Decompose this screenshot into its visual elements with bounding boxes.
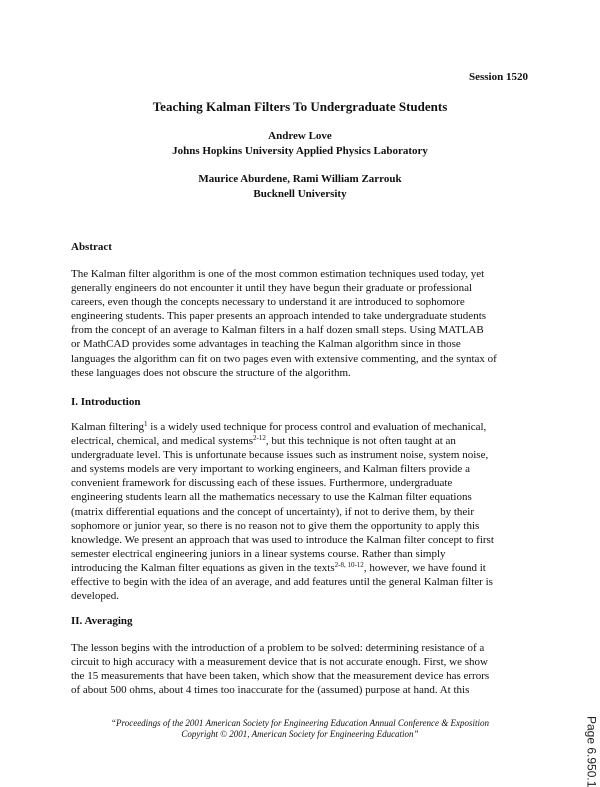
abstract-line: languages the algorithm can fit on two pages even with extensive commenting, and the syntax of — [71, 352, 497, 365]
abstract-line: generally engineers do not encounter it until they have begun their graduate or professional — [71, 282, 473, 295]
introduction-paragraph — [71, 420, 543, 603]
abstract-paragraph — [71, 267, 543, 380]
author-1-affiliation: Johns Hopkins University Applied Physics Laboratory — [172, 145, 428, 157]
page-number-label: Page 6.950.1 — [584, 716, 598, 787]
author-2-names: Maurice Aburdene, Rami William Zarrouk — [198, 173, 402, 185]
averaging-line: circuit to high accuracy with a measurement device that is not accurate enough. First, we show — [71, 656, 488, 669]
citation-superscript: 2-8, 10-12 — [334, 560, 364, 569]
intro-line: developed. — [71, 590, 119, 603]
author-2-affiliation: Bucknell University — [253, 188, 347, 200]
averaging-line: the 15 measurements that have been taken, which show that the measurement device has errors — [71, 670, 490, 683]
footer-line-1: “Proceedings of the 2001 American Society for Engineering Education Annual Conference & Exposition — [111, 718, 489, 728]
abstract-line: The Kalman filter algorithm is one of the most common estimation techniques used today, yet — [71, 268, 485, 280]
intro-line: knowledge. We present an approach that was used to introduce the Kalman filter concept to first — [71, 533, 494, 546]
intro-line — [71, 434, 543, 448]
intro-text: , however, we have found it — [363, 561, 486, 574]
intro-line: effective to begin with the idea of an average, and add features until the general Kalman filter is — [71, 576, 493, 589]
abstract-heading: Abstract — [71, 241, 112, 253]
intro-line — [71, 561, 543, 575]
intro-line: undergraduate level. This is unfortunate because issues such as instrument noise, system noise, — [71, 449, 489, 462]
introduction-heading: I. Introduction — [71, 396, 141, 408]
abstract-line: engineering students. This paper presents an approach intended to take undergraduate students — [71, 310, 487, 323]
intro-text: Kalman filtering — [71, 421, 145, 433]
abstract-line: careers, even though the concepts necessary to understand it are introduced to sophomore — [71, 296, 465, 309]
intro-line: and systems models are very important to working engineers, and Kalman filters provide a — [71, 463, 470, 476]
averaging-heading: II. Averaging — [71, 615, 133, 627]
averaging-line: of about 500 ohms, about 4 times too inaccurate for the (assumed) purpose at hand. At this — [71, 684, 470, 697]
intro-text: , but this technique is not often taught at an — [265, 435, 456, 448]
averaging-paragraph — [71, 641, 543, 697]
averaging-line: The lesson begins with the introduction of a problem to be solved: determining resistance of a — [71, 642, 485, 654]
abstract-line: or MathCAD provides some advantages in teaching the Kalman algorithm since in those — [71, 338, 461, 351]
intro-line: (matrix differential equations and the concept of uncertainty), if not to derive them, by their — [71, 505, 474, 518]
footer-line-2: Copyright © 2001, American Society for Engineering Education” — [181, 729, 419, 739]
citation-superscript: 1 — [144, 420, 148, 428]
footer-proceedings — [0, 718, 600, 740]
citation-superscript: 2-12 — [253, 434, 266, 443]
intro-line: semester electrical engineering juniors in a linear systems course. Rather than simply — [71, 547, 446, 560]
abstract-line: these languages does not obscure the structure of the algorithm. — [71, 366, 351, 379]
intro-line: sophomore or junior year, so there is no reason not to give them the opportunity to apply this — [71, 519, 480, 532]
intro-text: introducing the Kalman filter equations as given in the texts — [71, 561, 335, 574]
intro-line — [71, 420, 543, 434]
intro-line: engineering students learn all the mathematics necessary to use the Kalman filter equations — [71, 491, 472, 504]
intro-text: is a widely used technique for process control and evaluation of mechanical, — [147, 421, 487, 433]
author-1-name: Andrew Love — [268, 130, 332, 142]
intro-line: convenient framework for discussing each of these issues. Furthermore, undergraduate — [71, 477, 453, 490]
abstract-line: from the concept of an average to Kalman filters in a half dozen small steps. Using MATLAB — [71, 324, 484, 337]
session-label: Session 1520 — [469, 71, 528, 83]
paper-title: Teaching Kalman Filters To Undergraduate Students — [152, 99, 448, 114]
intro-text: electrical, chemical, and medical systems — [71, 435, 254, 448]
